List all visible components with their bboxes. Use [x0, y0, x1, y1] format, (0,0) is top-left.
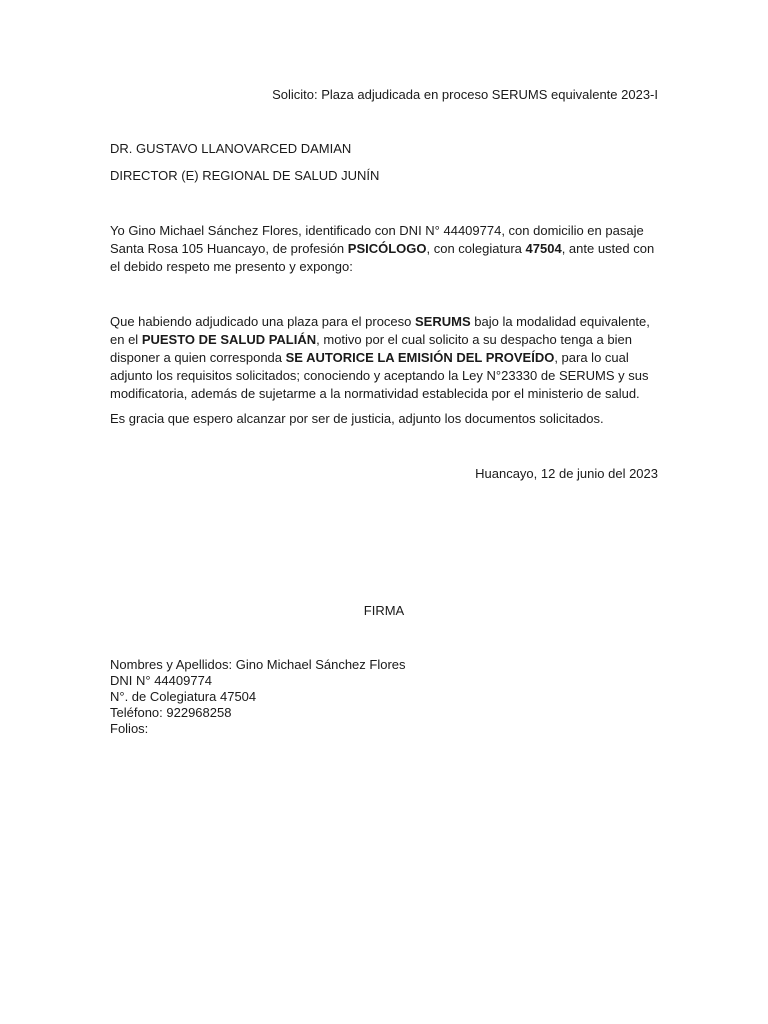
recipient-title: DIRECTOR (E) REGIONAL DE SALUD JUNÍN — [110, 168, 380, 183]
intro-paragraph — [110, 222, 658, 276]
intro-text-1: Yo Gino Michael Sánchez Flores, identificado con DNI N° 44409774, con domicilio en pasaje Santa Rosa 105 Huancayo, de profesión — [110, 223, 644, 256]
body-facility: PUESTO DE SALUD PALIÁN — [141, 332, 317, 347]
body-text-2: bajo la modalidad equivalente, en el — [110, 314, 650, 347]
subject-line: Solicito: Plaza adjudicada en proceso SERUMS equivalente 2023-I — [272, 87, 658, 102]
body-text-4: , para lo cual adjunto los requisitos solicitados; conociendo y aceptando la Ley N°23330 de SERUMS y sus modificatoria, además de sujetarme a la normatividad establecida por el ministerio de salud. — [110, 350, 649, 401]
body-program: SERUMS — [415, 314, 471, 329]
detail-phone: Teléfono: 922968258 — [110, 705, 232, 720]
signature-label: FIRMA — [363, 603, 405, 618]
detail-folios: Folios: — [110, 721, 149, 736]
recipient-name: DR. GUSTAVO LLANOVARCED DAMIAN — [110, 141, 352, 156]
body-paragraph — [110, 313, 658, 403]
intro-profession: PSICÓLOGO — [347, 241, 427, 256]
body-request: SE AUTORICE LA EMISIÓN DEL PROVEÍDO — [285, 350, 555, 365]
closing-paragraph: Es gracia que espero alcanzar por ser de justicia, adjunto los documentos solicitados. — [110, 411, 604, 426]
date-line: Huancayo, 12 de junio del 2023 — [475, 466, 658, 481]
detail-names: Nombres y Apellidos: Gino Michael Sánchez Flores — [110, 657, 406, 672]
intro-text-2: , con colegiatura — [426, 241, 526, 256]
intro-license: 47504 — [525, 241, 562, 256]
detail-license: N°. de Colegiatura 47504 — [110, 689, 257, 704]
applicant-details — [110, 657, 658, 737]
detail-dni: DNI N° 44409774 — [110, 673, 213, 688]
body-text-1: Que habiendo adjudicado una plaza para el proceso — [110, 314, 416, 329]
body-text-3: , motivo por el cual solicito a su despacho tenga a bien disponer a quien corresponda — [110, 332, 632, 365]
intro-text-3: , ante usted con el debido respeto me presento y expongo: — [110, 241, 655, 274]
